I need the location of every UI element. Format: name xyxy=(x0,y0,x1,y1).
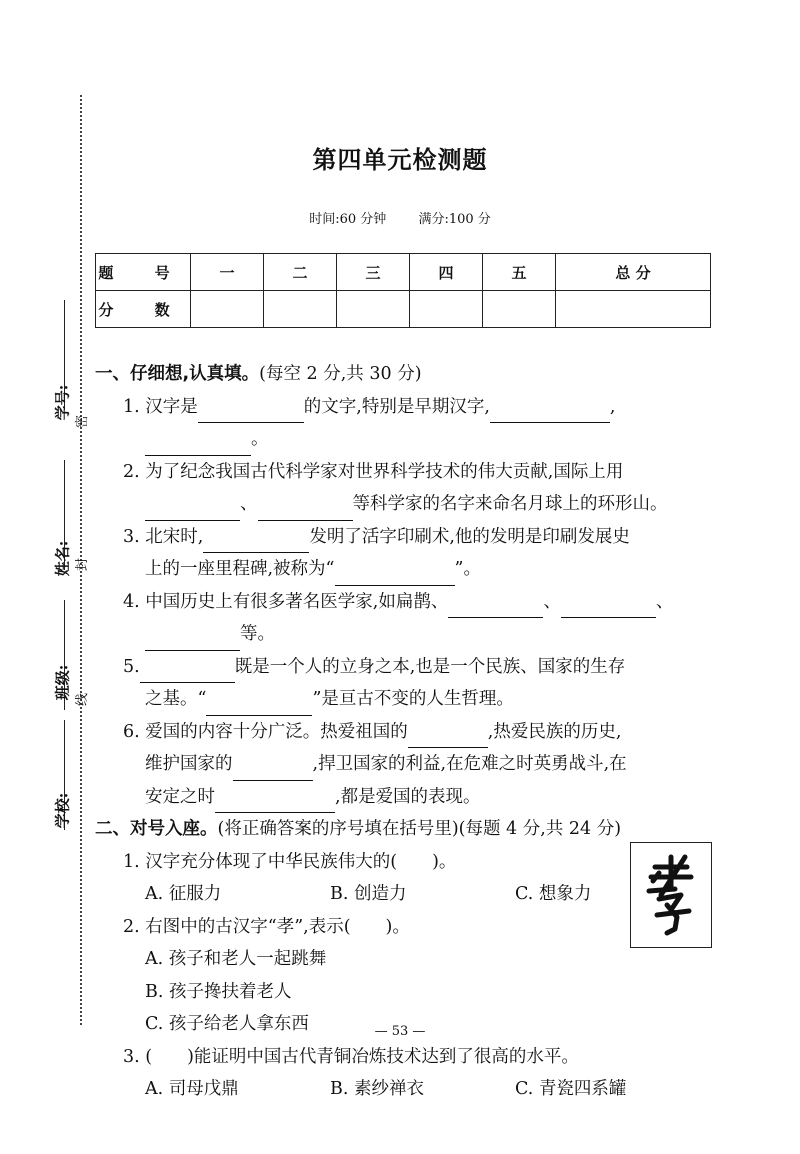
option[interactable]: C. 青瓷四系罐 xyxy=(515,1079,627,1099)
q-text: 3. 北宋时, xyxy=(123,526,204,547)
q-text: 的文字,特别是早期汉字, xyxy=(303,396,490,417)
school-label: 学校: xyxy=(53,792,72,829)
exam-meta xyxy=(0,208,800,227)
question-1-6 xyxy=(95,716,715,749)
option[interactable]: B. 素纱禅衣 xyxy=(330,1079,424,1099)
q-text: 上的一座里程碑,被称为“ xyxy=(145,559,335,579)
answer-blank[interactable] xyxy=(448,595,543,618)
q-text: ,热爱民族的历史, xyxy=(487,721,622,742)
q-text: 既是一个人的立身之本,也是一个民族、国家的生存 xyxy=(234,656,626,677)
question-1-2-cont xyxy=(95,488,715,521)
section-1-note: (每空 2 分,共 30 分) xyxy=(259,364,422,384)
table-header-cell: 二 xyxy=(264,254,337,291)
answer-blank[interactable] xyxy=(490,400,610,423)
option[interactable]: A. 孩子和老人一起跳舞 xyxy=(145,949,327,969)
answer-blank[interactable] xyxy=(258,498,353,521)
q-text: 、 xyxy=(240,494,258,514)
question-1-6-cont xyxy=(95,748,715,781)
option[interactable]: B. 创造力 xyxy=(330,884,407,904)
question-1-3-cont xyxy=(95,553,715,586)
q-text: ”是亘古不变的人生哲理。 xyxy=(312,689,514,709)
q-text: 、 xyxy=(655,591,674,612)
question-1-5-cont xyxy=(95,683,715,716)
answer-blank[interactable] xyxy=(145,628,240,651)
question-1-2 xyxy=(95,456,715,489)
table-header-cell: 总 分 xyxy=(556,254,711,291)
answer-blank[interactable] xyxy=(206,693,312,716)
time-limit: 时间:60 分钟 xyxy=(309,212,387,227)
answer-blank[interactable] xyxy=(145,433,251,456)
q-text: 2. 为了纪念我国古代科学家对世界科学技术的伟大贡献,国际上用 xyxy=(123,461,624,482)
question-content xyxy=(95,358,715,1106)
answer-blank[interactable] xyxy=(198,400,304,423)
question-2-3-options xyxy=(95,1073,715,1106)
answer-blank[interactable] xyxy=(140,660,235,683)
name-label: 姓名: xyxy=(53,540,72,577)
q-text: 等。 xyxy=(240,624,275,644)
section-1-title: 一、仔细想,认真填。 xyxy=(95,364,260,384)
score-cell[interactable] xyxy=(556,291,711,328)
question-1-5 xyxy=(95,651,715,684)
full-score: 满分:100 分 xyxy=(418,212,491,227)
option[interactable]: C. 想象力 xyxy=(515,884,592,904)
q-text: ”。 xyxy=(454,559,481,579)
q-text: 维护国家的 xyxy=(145,754,233,774)
answer-blank[interactable] xyxy=(233,758,313,781)
question-1-6-cont2 xyxy=(95,781,715,814)
score-cell[interactable] xyxy=(337,291,410,328)
question-1-4-cont xyxy=(95,618,715,651)
option[interactable]: C. 孩子给老人拿东西 xyxy=(145,1014,309,1034)
score-table xyxy=(95,253,711,328)
q-text: 之基。“ xyxy=(145,689,207,709)
answer-blank[interactable] xyxy=(561,595,656,618)
question-2-2: 2. 右图中的古汉字“孝”,表示( )。 xyxy=(123,916,410,937)
section-2-heading xyxy=(95,813,715,846)
question-1-1 xyxy=(95,391,715,424)
q-text: 1. 汉字是 xyxy=(123,396,198,417)
id-label: 学号: xyxy=(53,384,72,421)
q-text: , xyxy=(609,396,616,417)
option[interactable]: A. 司母戊鼎 xyxy=(145,1079,239,1099)
q-text: 。 xyxy=(251,429,269,449)
question-2-1: 1. 汉字充分体现了中华民族伟大的( )。 xyxy=(123,851,457,872)
table-header-cell: 三 xyxy=(337,254,410,291)
page-title: 第四单元检测题 xyxy=(312,146,488,174)
ancient-xiao-character-image xyxy=(630,842,712,948)
answer-blank[interactable] xyxy=(203,530,309,553)
table-header-cell: 题 号 xyxy=(96,254,191,291)
table-row-label: 分 数 xyxy=(96,291,191,328)
q-text: 安定之时 xyxy=(145,786,215,807)
seal-script-xiao-icon xyxy=(631,843,711,947)
table-header-cell: 一 xyxy=(191,254,264,291)
option[interactable]: B. 孩子搀扶着老人 xyxy=(145,981,292,1002)
answer-blank[interactable] xyxy=(335,563,455,586)
q-text: 6. 爱国的内容十分广泛。热爱祖国的 xyxy=(123,721,408,742)
question-1-3 xyxy=(95,521,715,554)
question-2-3: 3. ( )能证明中国古代青铜冶炼技术达到了很高的水平。 xyxy=(123,1046,579,1067)
section-2-title: 二、对号入座。 xyxy=(95,819,218,839)
question-1-4 xyxy=(95,586,715,619)
q-text: ,捍卫国家的利益,在危难之时英勇战斗,在 xyxy=(312,754,627,774)
q-text: 发明了活字印刷术,他的发明是印刷发展史 xyxy=(309,526,630,547)
section-2-note: (将正确答案的序号填在括号里)(每题 4 分,共 24 分) xyxy=(217,819,622,839)
table-header-cell: 五 xyxy=(483,254,556,291)
option[interactable]: A. 征服力 xyxy=(145,884,222,904)
score-cell[interactable] xyxy=(191,291,264,328)
seal-char-line: 线 xyxy=(75,692,91,707)
score-cell[interactable] xyxy=(483,291,556,328)
q-text: 4. 中国历史上有很多著名医学家,如扁鹊、 xyxy=(123,591,449,612)
question-2-1-options xyxy=(95,878,715,911)
q-text: 、 xyxy=(543,591,561,612)
seal-char-close: 密 xyxy=(75,414,91,429)
q-text: 等科学家的名字来命名月球上的环形山。 xyxy=(352,494,668,514)
score-table-score-row xyxy=(96,291,711,328)
class-label: 班级: xyxy=(53,664,72,701)
answer-blank[interactable] xyxy=(145,498,240,521)
page-number: — 53 — xyxy=(374,1024,426,1039)
section-1-heading xyxy=(95,358,715,391)
score-cell[interactable] xyxy=(264,291,337,328)
question-1-1-cont xyxy=(95,423,715,456)
table-header-cell: 四 xyxy=(410,254,483,291)
q-text: ,都是爱国的表现。 xyxy=(335,786,481,807)
answer-blank[interactable] xyxy=(215,790,335,813)
q-text: 5. xyxy=(123,656,140,677)
seal-char-seal: 封 xyxy=(75,557,91,572)
score-cell[interactable] xyxy=(410,291,483,328)
score-table-header-row xyxy=(96,254,711,291)
answer-blank[interactable] xyxy=(408,725,488,748)
